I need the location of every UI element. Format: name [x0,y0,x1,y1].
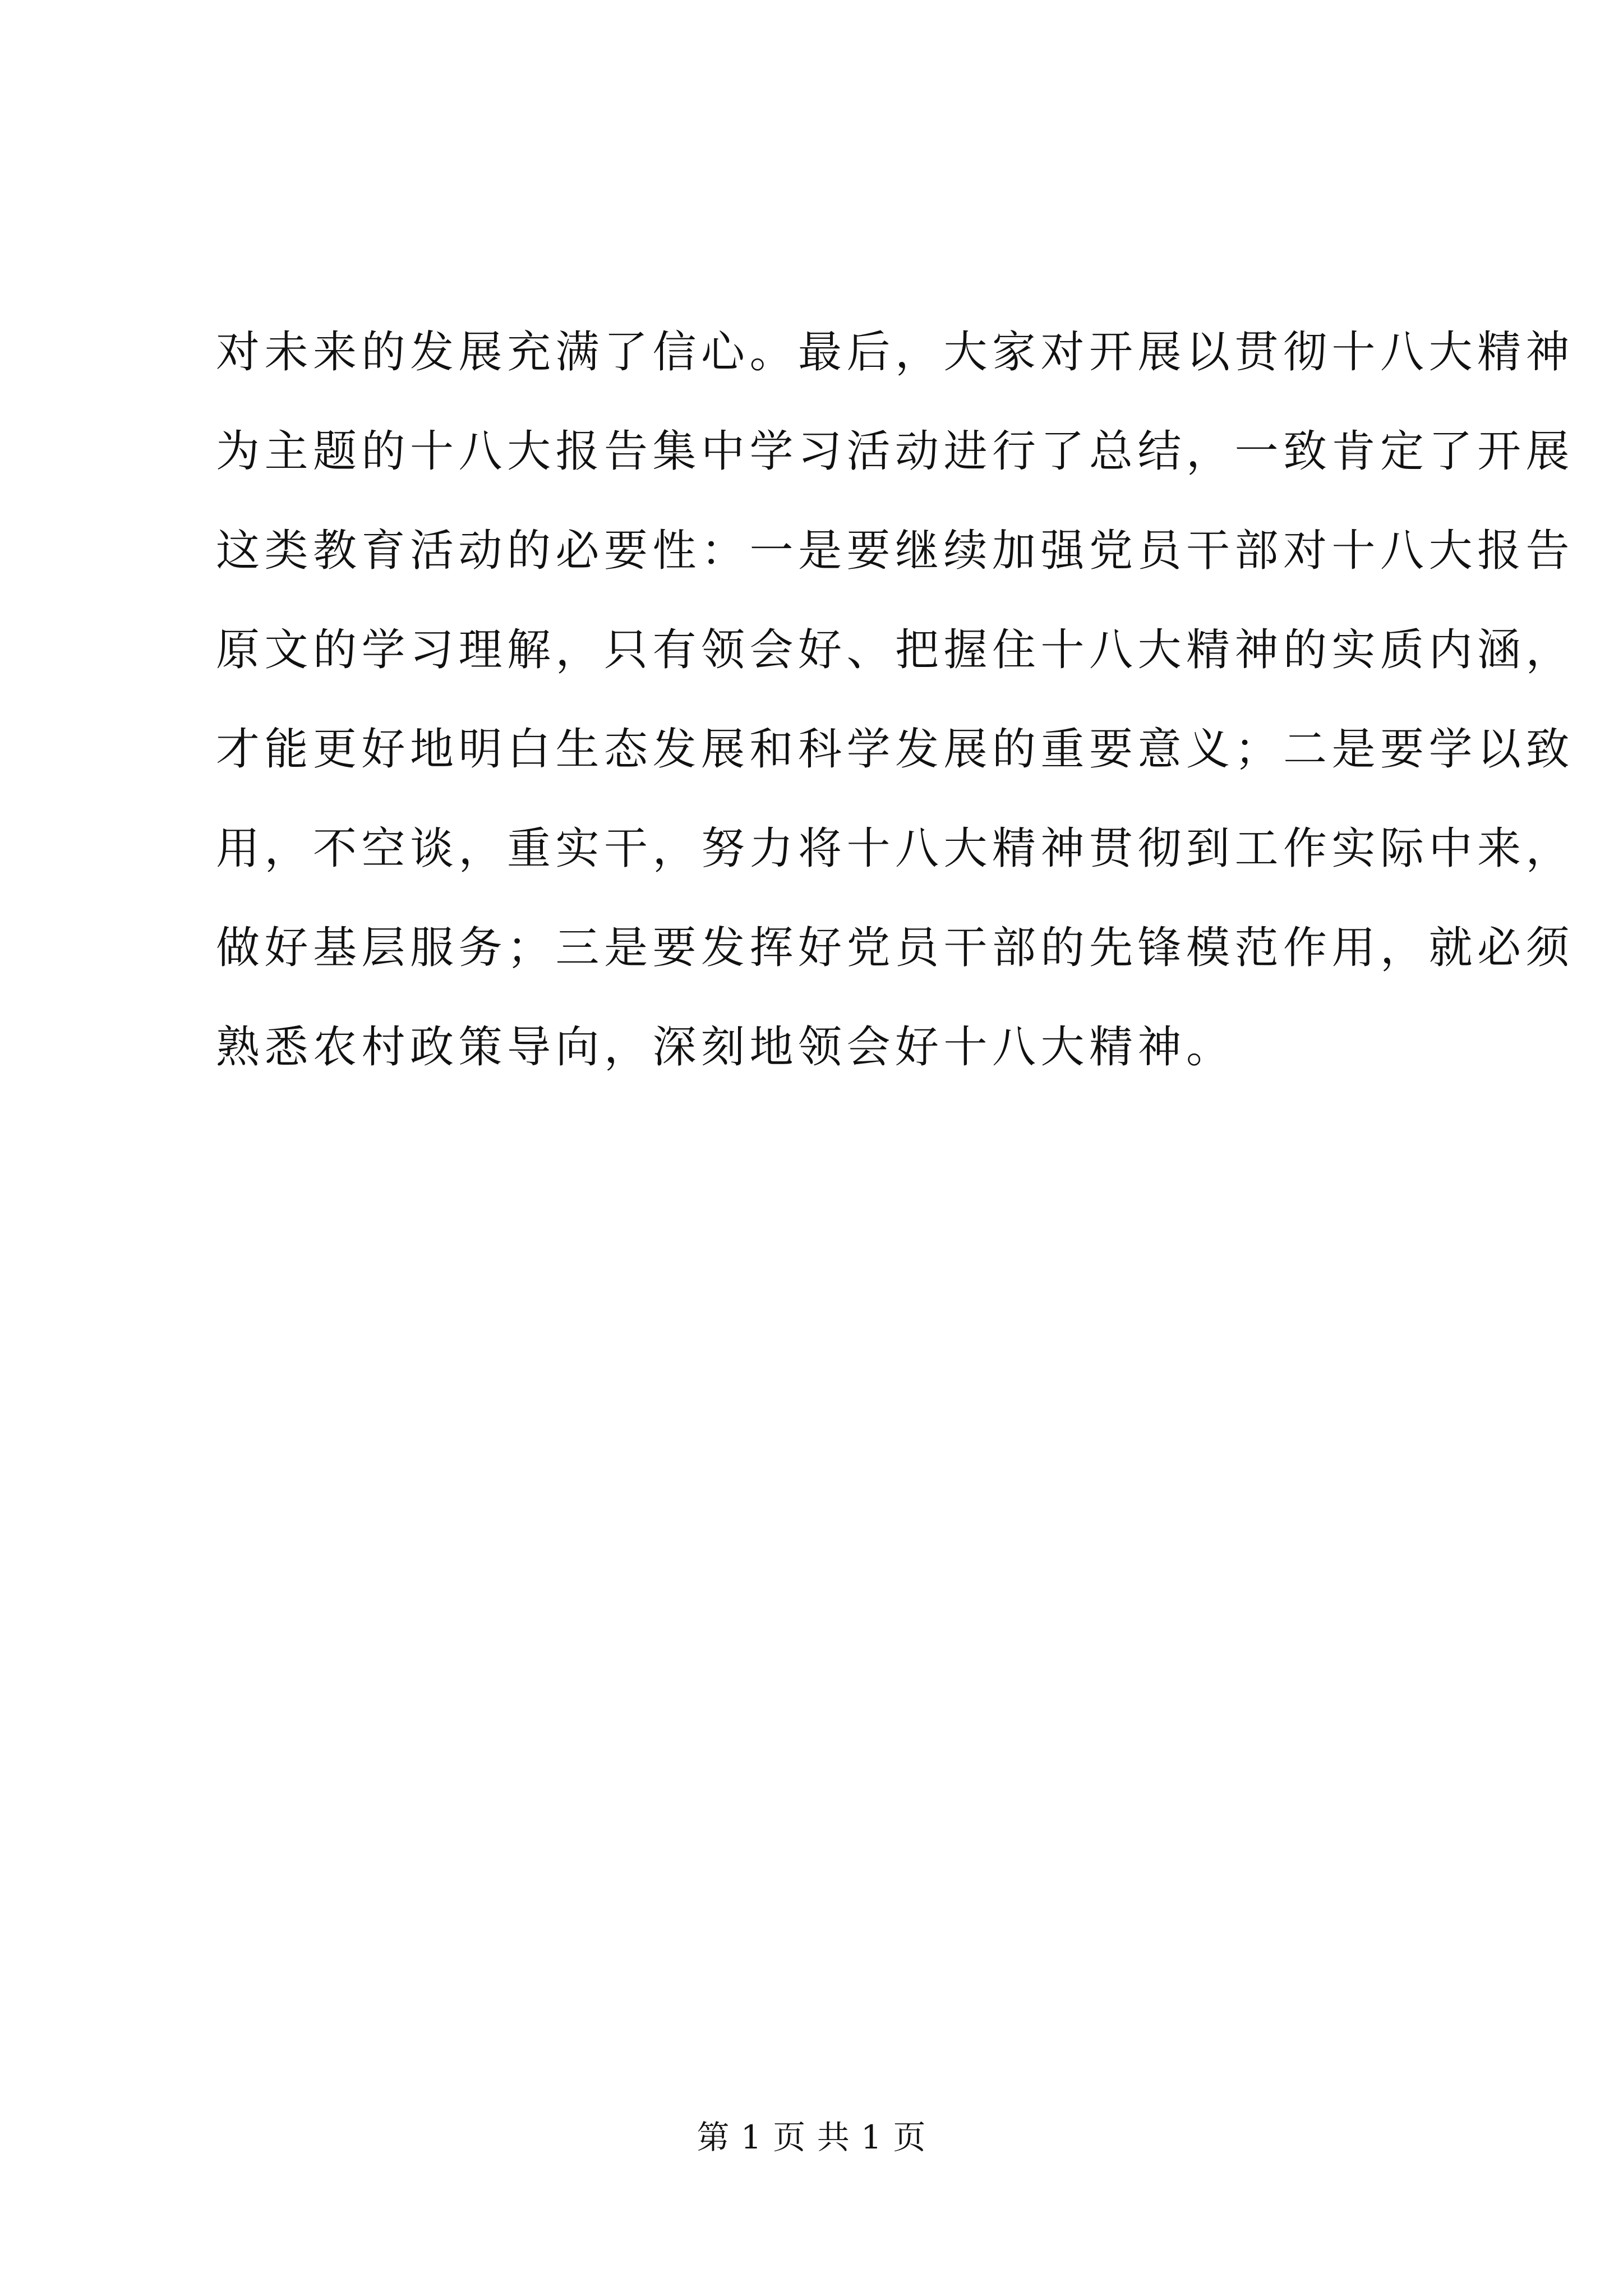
text-line: 这类教育活动的必要性：一是要继续加强党员干部对十八大报告 [216,526,1575,576]
text-line: 原文的学习理解，只有领会好、把握住十八大精神的实质内涵， [216,625,1575,675]
body-paragraph [216,303,1575,1097]
page-footer: 第 1 页 共 1 页 [697,2118,926,2156]
text-line: 对未来的发展充满了信心。最后，大家对开展以贯彻十八大精神 [216,327,1575,378]
text-line: 用，不空谈，重实干，努力将十八大精神贯彻到工作实际中来， [216,823,1575,874]
text-line: 熟悉农村政策导向，深刻地领会好十八大精神。 [216,1022,1235,1073]
text-line: 做好基层服务；三是要发挥好党员干部的先锋模范作用，就必须 [216,923,1575,973]
text-line: 为主题的十八大报告集中学习活动进行了总结，一致肯定了开展 [216,426,1575,477]
text-line: 才能更好地明白生态发展和科学发展的重要意义；二是要学以致 [216,724,1575,775]
